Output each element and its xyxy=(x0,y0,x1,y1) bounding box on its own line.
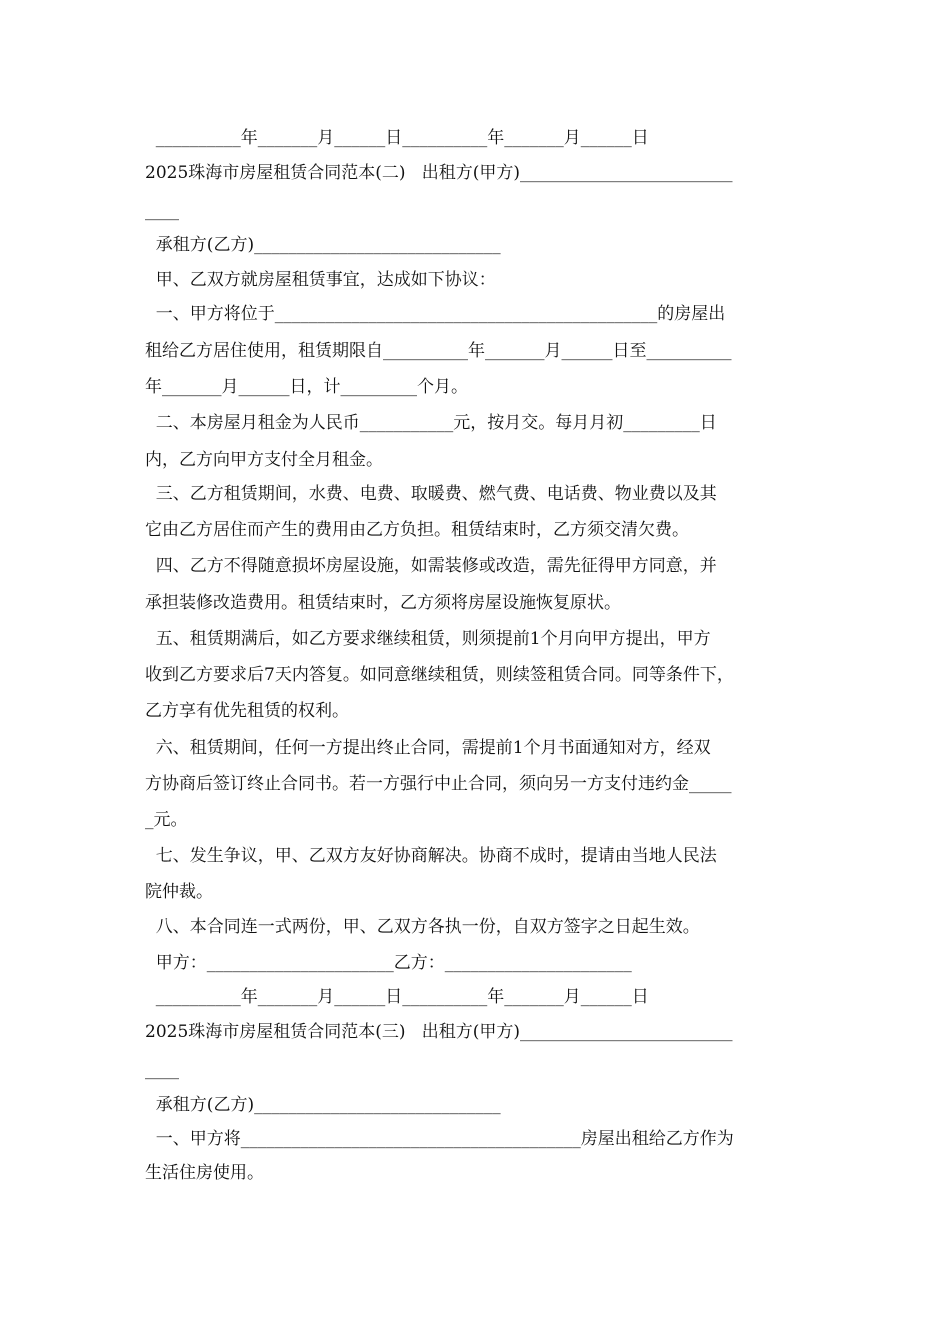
contract-heading-2: 2025珠海市房屋租赁合同范本(二) 出租方(甲方)_________________________ xyxy=(145,163,733,183)
clause-2-line: 内，乙方向甲方支付全月租金。 xyxy=(145,450,383,470)
date-line: __________年_______月______日__________年_______月______日 xyxy=(145,128,649,148)
clause-5-line: 收到乙方要求后7天内答复。如同意继续租赁，则续签租赁合同。同等条件下， xyxy=(145,665,734,685)
text-line: 甲、乙双方就房屋租赁事宜，达成如下协议： xyxy=(145,270,496,290)
clause-1-line: 生活住房使用。 xyxy=(145,1163,264,1183)
clause-1-line: 一、甲方将________________________________________房屋出租给乙方作为 xyxy=(145,1129,734,1149)
tenant-line: 承租方(乙方)_____________________________ xyxy=(145,1095,501,1115)
contract-heading-3: 2025珠海市房屋租赁合同范本(三) 出租方(甲方)_________________________ xyxy=(145,1022,733,1042)
clause-2-line: 二、本房屋月租金为人民币___________元，按月交。每月月初_________日 xyxy=(145,413,717,433)
clause-8-line: 八、本合同连一式两份，甲、乙双方各执一份，自双方签字之日起生效。 xyxy=(145,917,700,937)
clause-6-line: _元。 xyxy=(145,810,188,830)
clause-4-line: 承担装修改造费用。租赁结束时，乙方须将房屋设施恢复原状。 xyxy=(145,593,621,613)
clause-3-line: 它由乙方居住而产生的费用由乙方负担。租赁结束时，乙方须交清欠费。 xyxy=(145,520,689,540)
clause-1-line: 年_______月______日，计_________个月。 xyxy=(145,377,468,397)
clause-7-line: 院仲裁。 xyxy=(145,882,213,902)
tenant-line: 承租方(乙方)_____________________________ xyxy=(145,235,501,255)
clause-6-line: 六、租赁期间，任何一方提出终止合同，需提前1个月书面通知对方，经双 xyxy=(145,738,711,758)
date-line: __________年_______月______日__________年_______月______日 xyxy=(145,987,649,1007)
signature-line: 甲方：______________________乙方：______________________ xyxy=(145,953,632,973)
text-line: ____ xyxy=(145,201,179,221)
clause-1-line: 一、甲方将位于_____________________________________________的房屋出 xyxy=(145,304,726,324)
text-line: ____ xyxy=(145,1060,179,1080)
clause-7-line: 七、发生争议，甲、乙双方友好协商解决。协商不成时，提请由当地人民法 xyxy=(145,846,717,866)
clause-4-line: 四、乙方不得随意损坏房屋设施，如需装修或改造，需先征得甲方同意，并 xyxy=(145,556,717,576)
clause-1-line: 租给乙方居住使用，租赁期限自__________年_______月______日至__________ xyxy=(145,341,732,361)
clause-6-line: 方协商后签订终止合同书。若一方强行中止合同，须向另一方支付违约金_____ xyxy=(145,774,732,794)
clause-5-line: 五、租赁期满后，如乙方要求继续租赁，则须提前1个月向甲方提出，甲方 xyxy=(145,629,711,649)
clause-3-line: 三、乙方租赁期间，水费、电费、取暖费、燃气费、电话费、物业费以及其 xyxy=(145,484,717,504)
clause-5-line: 乙方享有优先租赁的权利。 xyxy=(145,701,349,721)
